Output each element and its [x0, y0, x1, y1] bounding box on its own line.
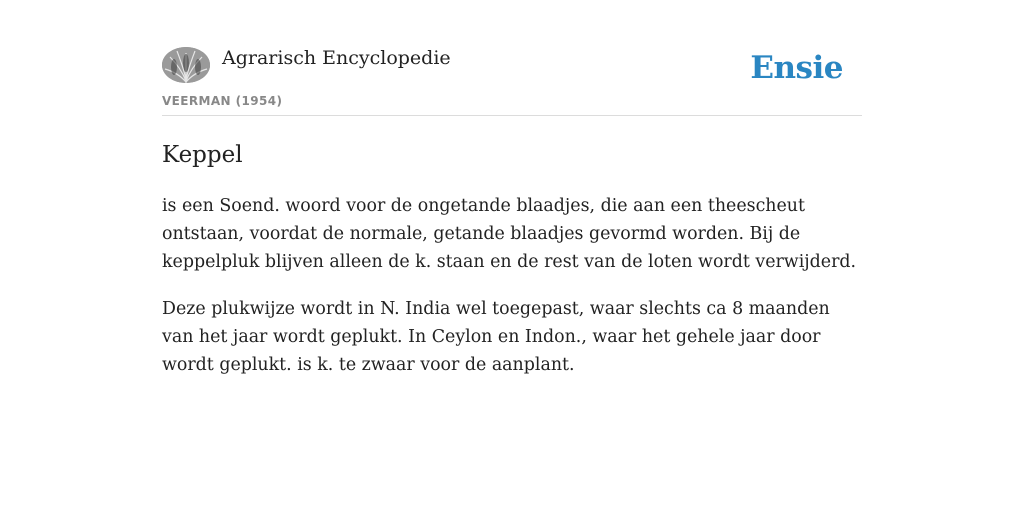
page: [162, 0, 862, 379]
book-title[interactable]: Agrarisch Encyclopedie: [222, 47, 451, 69]
entry-paragraph: is een Soend. woord voor de ongetande blaadjes, die aan een theescheut ontstaan, voordat de normale, getande blaadjes gevormd worden. Bij de keppelpluk blijven alleen de k. staan en de rest van de loten wordt verwijderd.: [162, 196, 857, 272]
ensie-logo[interactable]: Ensie: [750, 50, 843, 86]
book-author: VEERMAN (1954): [162, 94, 283, 108]
entry-title: Keppel: [162, 142, 243, 168]
entry-body: [162, 192, 862, 379]
book-header: [162, 46, 862, 116]
entry-paragraph: Deze plukwijze wordt in N. India wel toegepast, waar slechts ca 8 maanden van het jaar wordt geplukt. In Ceylon en Indon., waar het gehele jaar door wordt geplukt. is k. te zwaar voor de aanplant.: [162, 299, 830, 375]
plant-cover-icon: [162, 47, 210, 83]
book-cover-thumbnail[interactable]: [162, 47, 210, 83]
